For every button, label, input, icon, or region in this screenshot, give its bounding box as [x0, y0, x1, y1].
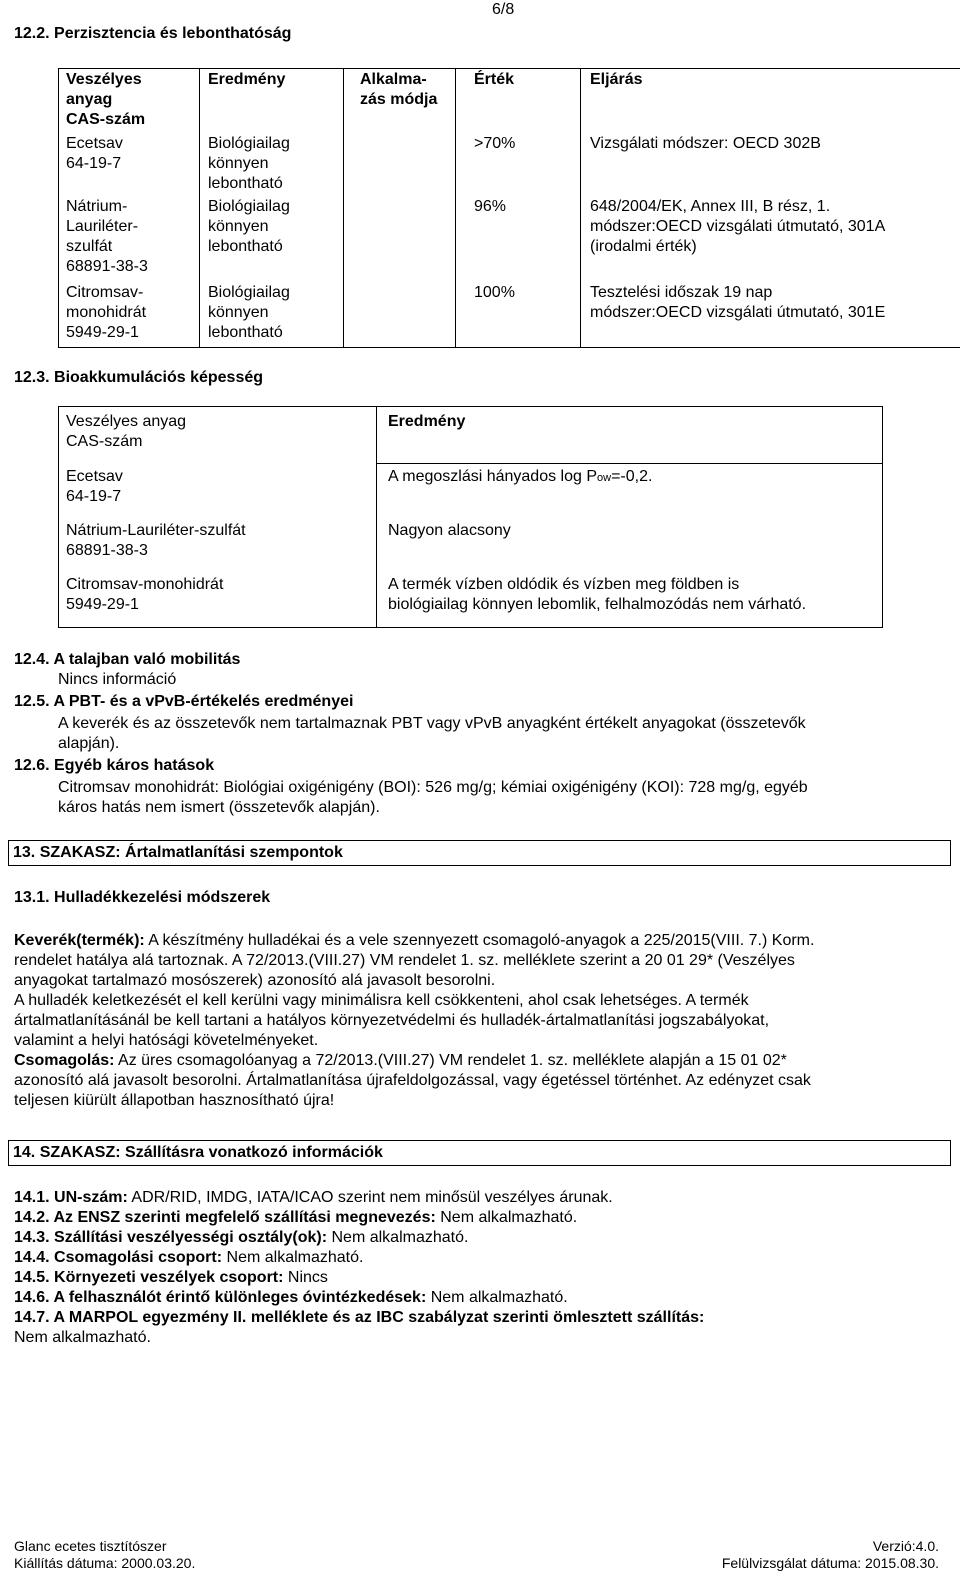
section-12-2-heading: 12.2. Perzisztencia és lebonthatóság: [14, 25, 292, 42]
table-row-result: Nagyon alacsony: [388, 522, 511, 539]
section-13-heading: 13. SZAKASZ: Ártalmatlanítási szempontok: [8, 840, 951, 866]
persistence-table: [58, 68, 960, 348]
section-14-heading: 14. SZAKASZ: Szállításra vonatkozó információk: [8, 1140, 951, 1166]
list-item: 14.3. Szállítási veszélyességi osztály(ok): Nem alkalmazható.: [14, 1229, 469, 1246]
list-item: 14.6. A felhasználót érintő különleges óvintézkedések: Nem alkalmazható.: [14, 1289, 568, 1306]
list-item: 14.1. UN-szám: ADR/RID, IMDG, IATA/ICAO szerint nem minősül veszélyes árunak.: [14, 1189, 613, 1206]
table-row-value: 100%: [474, 284, 515, 301]
header-substance: Veszélyes anyag CAS-szám: [66, 71, 146, 128]
table-row-method: Vizsgálati módszer: OECD 302B: [590, 135, 821, 152]
table-row-substance: Nátrium-Lauriléter-szulfát 68891-38-3: [66, 522, 246, 559]
table-row-result: Biológiailag könnyen lebontható: [208, 198, 290, 255]
transport-info-list: [14, 1188, 949, 1348]
section-12-4-heading: 12.4. A talajban való mobilitás: [14, 651, 241, 668]
table-row-value: 96%: [474, 198, 507, 215]
footer-right: Verzió:4.0. Felülvizsgálat dátuma: 2015.08.30.: [721, 1538, 939, 1571]
header-result: Eredmény: [208, 71, 286, 88]
table-row-substance: Citromsav- monohidrát 5949-29-1: [66, 284, 147, 341]
table-row-result: A termék vízben oldódik és vízben meg földben is biológiailag könnyen lebomlik, felhalmozódás nem várható.: [388, 576, 807, 613]
list-item: 14.5. Környezeti veszélyek csoport: Nincs: [14, 1269, 328, 1286]
header-method: Eljárás: [590, 71, 643, 88]
header-application: Alkalma- zás módja: [360, 71, 438, 108]
section-12-6-text: Citromsav monohidrát: Biológiai oxigénigény (BOI): 526 mg/g; kémiai oxigénigény (KOI): 728 mg/g, egyéb káros hatás nem ismert (összetevők alapján).: [58, 779, 808, 816]
list-item: 14.4. Csomagolási csoport: Nem alkalmazható.: [14, 1249, 364, 1266]
header-value: Érték: [474, 71, 515, 88]
table-row-result: Biológiailag könnyen lebontható: [208, 284, 290, 341]
table-row-value: >70%: [474, 135, 516, 152]
table-row-substance: Ecetsav 64-19-7: [66, 468, 123, 505]
list-item: 14.2. Az ENSZ szerinti megfelelő szállítási megnevezés: Nem alkalmazható.: [14, 1209, 578, 1226]
section-12-3-heading: 12.3. Bioakkumulációs képesség: [14, 369, 264, 386]
table-row-substance: Ecetsav 64-19-7: [66, 135, 123, 172]
table-row-substance: Citromsav-monohidrát 5949-29-1: [66, 576, 224, 613]
table-row-result: Biológiailag könnyen lebontható: [208, 135, 290, 192]
section-12-5-text: A keverék és az összetevők nem tartalmaznak PBT vagy vPvB anyagként értékelt anyagokat (összetevők alapján).: [58, 715, 806, 752]
header-substance: Veszélyes anyag CAS-szám: [66, 413, 187, 450]
section-13-1-heading: 13.1. Hulladékkezelési módszerek: [14, 889, 271, 906]
table-row-substance: Nátrium- Lauriléter- szulfát 68891-38-3: [66, 198, 148, 275]
table-row-result: A megoszlási hányados log Pow=-0,2.: [388, 468, 653, 485]
page-number: 6/8: [492, 1, 515, 18]
table-row-method: Tesztelési időszak 19 nap módszer:OECD vizsgálati útmutató, 301E: [590, 284, 886, 321]
section-12-5-heading: 12.5. A PBT- és a vPvB-értékelés eredményei: [14, 693, 354, 710]
list-item: Nem alkalmazható.: [14, 1329, 151, 1346]
section-12-6-heading: 12.6. Egyéb káros hatások: [14, 757, 215, 774]
table-row-method: 648/2004/EK, Annex III, B rész, 1. módszer:OECD vizsgálati útmutató, 301A (irodalmi érték): [590, 198, 886, 255]
list-item: 14.7. A MARPOL egyezmény II. melléklete és az IBC szabályzat szerinti ömlesztett szállítás:: [14, 1309, 705, 1326]
bioaccumulation-table: [58, 406, 883, 628]
header-result: Eredmény: [388, 413, 466, 430]
waste-mixture-text: Keverék(termék): A készítmény hulladékai és a vele szennyezett csomagoló-anyagok a 225/2015(VIII. 7.) Korm. rendelet hatálya alá tartoznak. A 72/2013.(VIII.27) VM rendelet 1. sz. melléklete szerint a 20 01 29* (Veszélyes anyagokat tartalmazó mosószerek) azonosító alá javasolt besorolni. A hulladék keletkezését el kell kerülni vagy minimálisra kell csökkenteni, ahol csak lehetséges. A termék ártalmatlanításánál be kell tartani a hatályos környezetvédelmi és hulladék-ártalmatlanítási jogszabályokat, valamint a helyi hatósági követelményeket. Csomagolás: Az üres csomagolóanyag a 72/2013.(VIII.27) VM rendelet 1. sz. melléklete alapján a 15 01 02* azonosító alá javasolt besorolni. Ártalmatlanítása újrafeldolgozással, vagy égetéssel történhet. Az edényzet csak teljesen kiürült állapotban hasznosítható újra!: [14, 932, 815, 1109]
section-12-4-text: Nincs információ: [58, 671, 177, 688]
footer-left: Glanc ecetes tisztítószer Kiállítás dátuma: 2000.03.20.: [14, 1538, 196, 1571]
